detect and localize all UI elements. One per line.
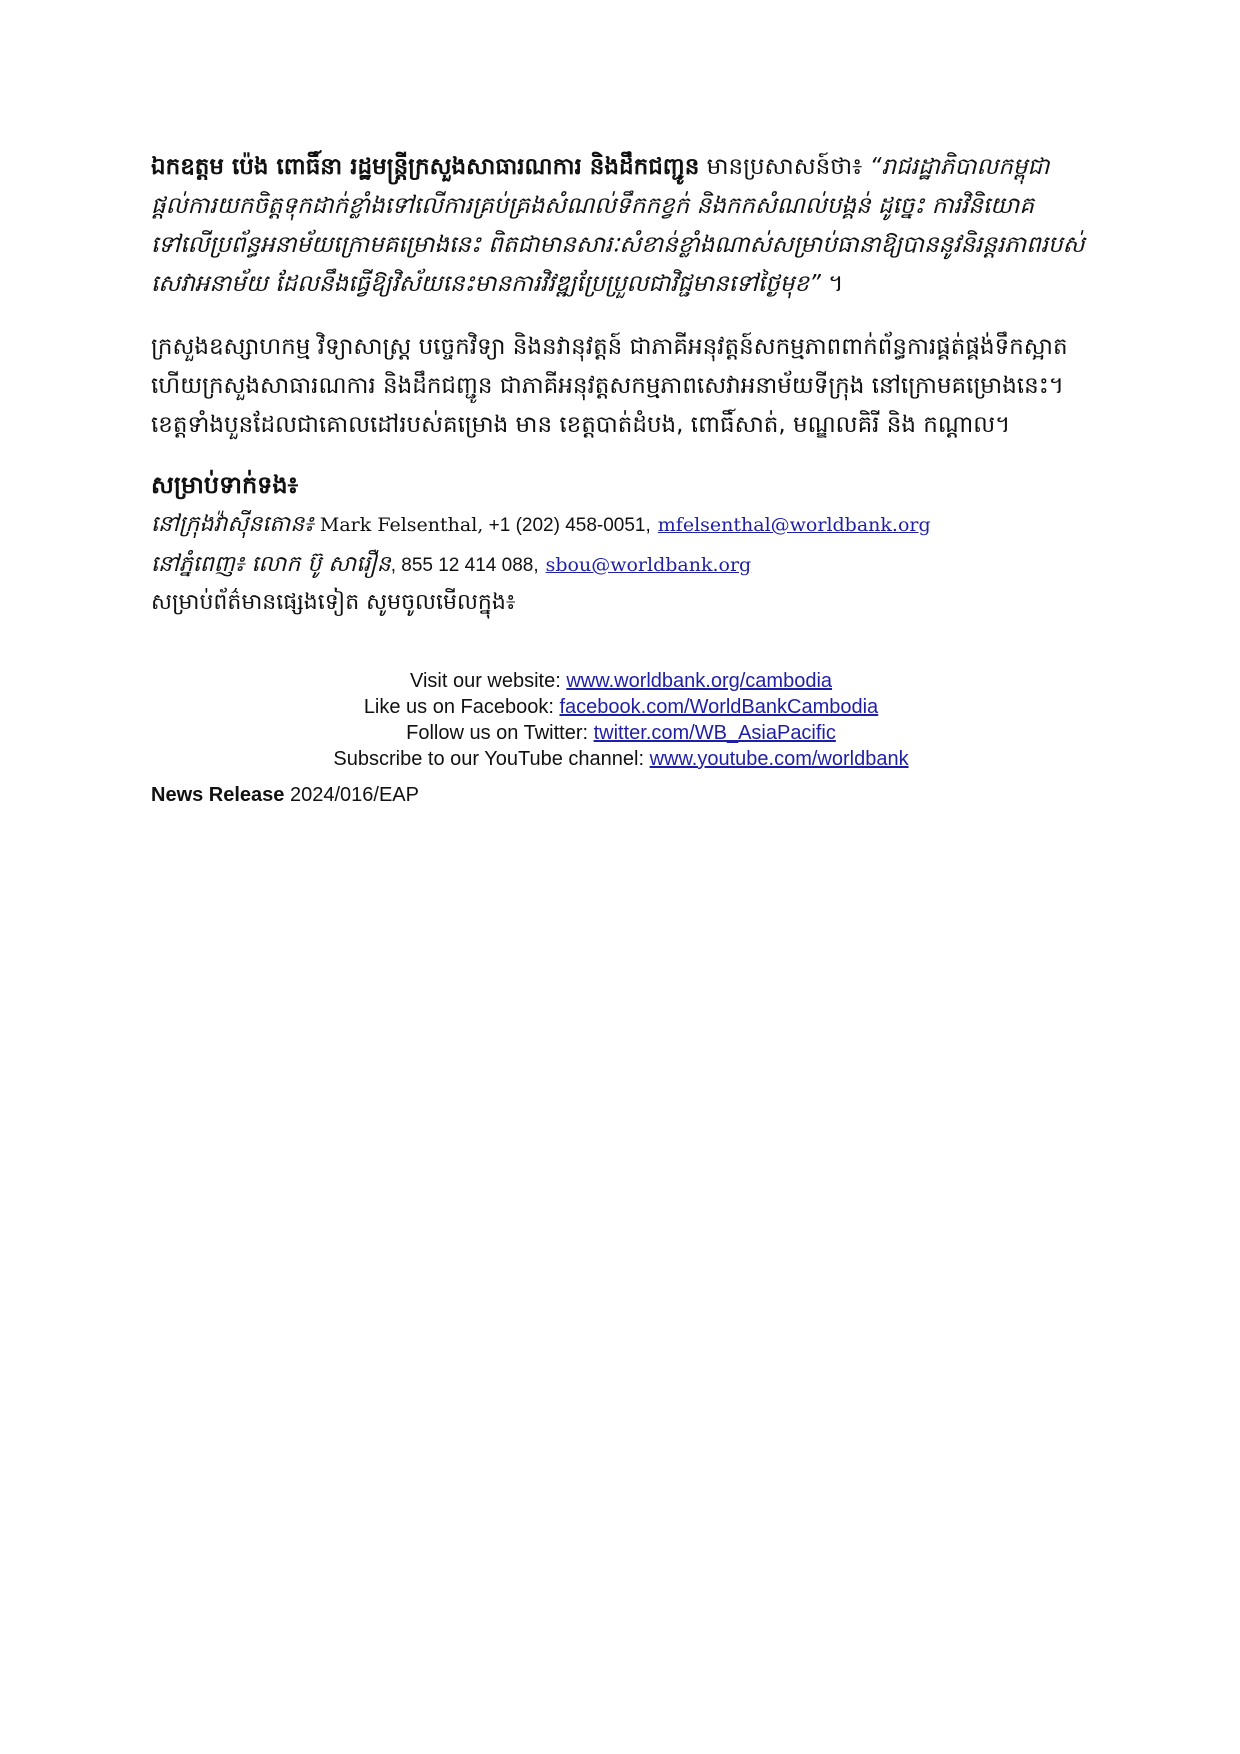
more-info-text: សម្រាប់ព័ត៌មានផ្សេងទៀត សូមចូលមើលក្នុង៖	[151, 590, 516, 615]
social-line-website	[151, 668, 1091, 694]
youtube-link[interactable]: www.youtube.com/worldbank	[649, 748, 909, 770]
news-release-id	[151, 782, 419, 808]
document-body	[151, 148, 1091, 621]
social-label: Subscribe to our YouTube channel:	[333, 748, 650, 770]
social-label: Visit our website:	[409, 670, 567, 692]
contacts-heading: សម្រាប់ទាក់ទង៖	[151, 471, 299, 499]
quote-paragraph	[151, 148, 1091, 304]
facebook-link[interactable]: facebook.com/WorldBankCambodia	[559, 696, 879, 718]
contact-name: Mark Felsenthal,	[313, 514, 484, 536]
social-line-twitter	[151, 720, 1091, 746]
contact-email-link[interactable]: sbou@worldbank.org	[545, 554, 752, 576]
release-number: 2024/016/EAP	[284, 784, 419, 806]
release-label: News Release	[151, 784, 285, 806]
contact-email-link[interactable]: mfelsenthal@worldbank.org	[657, 514, 931, 536]
contact-location: នៅភ្នំពេញ៖ លោក ប៊ូ សារឿន	[151, 552, 391, 577]
partners-paragraph: ក្រសួងឧស្សាហកម្ម វិទ្យាសាស្ត្រ បច្ចេកវិទ្យា និងនវានុវត្តន៍ ជាភាគីអនុវត្តន៍សកម្មភាពពាក់ព័ន្ធការផ្គត់ផ្គង់ទឹកស្អាត ហើយក្រសួងសាធារណការ និងដឹកជញ្ជូន ជាភាគីអនុវត្តសកម្មភាពសេវាអនាម័យទីក្រុង នៅក្រោមគម្រោងនេះ។ ខេត្តទាំងបួនដែលជាគោលដៅរបស់គម្រោង មាន ខេត្តបាត់ដំបង, ពោធិ៍សាត់, មណ្ឌលគិរី និង កណ្ដាល។	[151, 334, 1068, 438]
website-link[interactable]: www.worldbank.org/cambodia	[566, 670, 833, 692]
social-label: Like us on Facebook:	[363, 696, 560, 718]
social-label: Follow us on Twitter:	[406, 722, 594, 744]
speaker-quote: “រាជរដ្ឋាភិបាលកម្ពុជា ផ្តល់ការយកចិត្តទុកដាក់ខ្លាំងទៅលើការគ្រប់គ្រងសំណល់ទឹកកខ្វក់ និងកកសំណល់បង្គន់ ដូច្នេះ ការវិនិយោគទៅលើប្រព័ន្ធអនាម័យក្រោមគម្រោងនេះ ពិតជាមានសារៈសំខាន់ខ្លាំងណាស់សម្រាប់ធានាឱ្យបាននូវនិរន្តរភាពរបស់សេវាអនាម័យ ដែលនឹងធ្វើឱ្យវិស័យនេះមានការវិវឌ្ឍប្រែប្រួលជាវិជ្ជមានទៅថ្ងៃមុខ”	[151, 154, 1085, 297]
speaker-name: ឯកឧត្តម ប៉េង ពោធិ៍នា រដ្ឋមន្ត្រីក្រសួងសាធារណការ និងដឹកជញ្ជូន	[151, 154, 700, 180]
twitter-link[interactable]: twitter.com/WB_AsiaPacific	[593, 722, 836, 744]
social-line-youtube	[151, 746, 1091, 772]
contact-phone: +1 (202) 458-0051,	[483, 515, 651, 536]
social-links	[151, 668, 1091, 772]
contact-phone: , 855 12 414 088,	[390, 555, 539, 576]
social-line-facebook	[151, 694, 1091, 720]
contact-phnom-penh	[151, 545, 1091, 585]
speaker-lead: មានប្រសាសន៍ថា៖	[699, 154, 870, 180]
contact-washington	[151, 505, 1091, 545]
quote-tail: ។	[820, 271, 844, 297]
contact-location: នៅក្រុងវ៉ាស៊ីនតោន៖	[151, 512, 314, 537]
